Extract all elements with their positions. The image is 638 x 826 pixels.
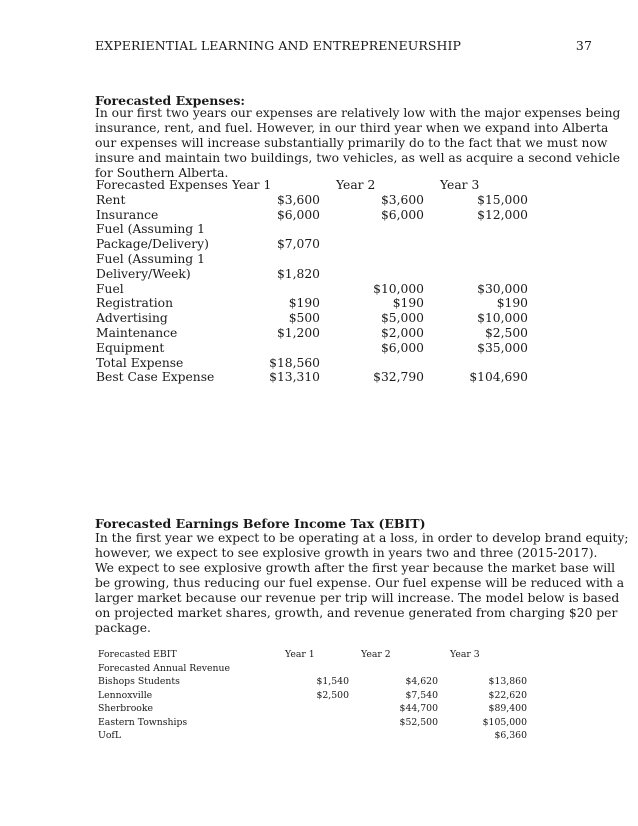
table-cell: [320, 356, 424, 371]
table-row: [96, 237, 528, 252]
table-cell: [320, 252, 424, 267]
table-cell: [285, 716, 349, 730]
table-cell: $3,600: [276, 192, 320, 207]
table-row: [98, 689, 527, 703]
expenses-header-row: [96, 178, 528, 193]
table-cell: [232, 341, 320, 356]
text-line: however, we expect to see explosive growth in years two and three (2015-2017).: [95, 546, 598, 560]
table-cell: $15,000: [477, 192, 528, 207]
table-cell: $6,000: [380, 207, 424, 222]
table-row: [96, 341, 528, 356]
table-cell: $1,820: [276, 266, 320, 281]
table-cell: [424, 222, 528, 237]
table-row: [96, 282, 528, 297]
text-line: on projected market shares, growth, and revenue generated from charging $20 per: [95, 606, 618, 620]
table-cell: $30,000: [477, 281, 528, 296]
row-label: Equipment: [96, 340, 165, 355]
ebit-paragraph: [95, 531, 629, 636]
table-row: [96, 311, 528, 326]
table-cell: $89,400: [488, 703, 527, 714]
table-cell: $190: [392, 296, 424, 311]
row-label: Lennoxville: [98, 689, 153, 701]
table-cell: $6,360: [494, 730, 527, 741]
text-line: larger market because our revenue per trip will increase. The model below is based: [95, 591, 620, 605]
ebit-header-row: [98, 648, 527, 662]
table-cell: $105,000: [482, 716, 527, 728]
text-line: package.: [95, 621, 151, 635]
table-cell: $44,700: [399, 703, 438, 714]
table-cell: [285, 662, 349, 676]
table-cell: [320, 267, 424, 282]
table-cell: $2,500: [316, 689, 349, 701]
table-cell: [285, 729, 349, 743]
table-cell: $7,070: [276, 237, 320, 252]
table-cell: $10,000: [373, 281, 424, 296]
row-label: Best Case Expense: [96, 370, 215, 385]
table-row: [98, 716, 527, 730]
row-label: Fuel (Assuming 1: [96, 251, 205, 266]
table-row: [98, 729, 527, 743]
table-cell: $104,690: [469, 370, 528, 385]
ebit-column-header: Year 2: [361, 649, 391, 660]
table-cell: $13,860: [488, 676, 527, 687]
table-row: [96, 193, 528, 208]
ebit-table: [98, 648, 527, 743]
table-cell: $1,200: [276, 325, 320, 340]
expenses-heading: Forecasted Expenses:: [95, 93, 246, 108]
table-cell: $1,540: [316, 676, 349, 687]
row-label: UofL: [98, 730, 122, 741]
expenses-column-header: Year 2: [336, 178, 376, 192]
table-cell: [424, 356, 528, 371]
table-row: [96, 267, 528, 282]
row-label: Forecasted Annual Revenue: [98, 662, 231, 674]
table-cell: [285, 702, 349, 716]
text-line: insurance, rent, and fuel. However, in our third year when we expand into Alberta: [95, 121, 609, 135]
text-line: In our first two years our expenses are relatively low with the major expenses being: [95, 106, 621, 120]
expenses-paragraph: [95, 106, 621, 181]
table-cell: $3,600: [380, 192, 424, 207]
text-line: for Southern Alberta.: [95, 166, 229, 180]
row-label: Advertising: [96, 311, 168, 326]
table-cell: $18,560: [269, 355, 320, 370]
ebit-heading: Forecasted Earnings Before Income Tax (EBIT): [95, 516, 426, 531]
row-label: Fuel (Assuming 1: [96, 222, 205, 237]
table-cell: [232, 252, 320, 267]
ebit-column-header: Year 1: [285, 649, 315, 660]
text-line: insure and maintain two buildings, two vehicles, as well as acquire a second vehicle: [95, 151, 620, 165]
table-row: [96, 296, 528, 311]
table-cell: $32,790: [373, 370, 424, 385]
ebit-column-header: Forecasted EBIT: [98, 649, 177, 660]
row-label: Registration: [96, 296, 173, 311]
table-cell: [424, 267, 528, 282]
table-cell: [438, 662, 527, 676]
table-row: [96, 356, 528, 371]
table-row: [96, 370, 528, 385]
table-cell: $52,500: [399, 716, 438, 728]
row-label: Maintenance: [96, 325, 178, 340]
table-cell: $13,310: [269, 370, 320, 385]
running-title: EXPERIENTIAL LEARNING AND ENTREPRENEURSHIP: [95, 38, 462, 53]
table-cell: [232, 222, 320, 237]
row-label: Sherbrooke: [98, 703, 154, 714]
table-cell: $500: [288, 311, 320, 326]
table-row: [96, 252, 528, 267]
table-row: [98, 662, 527, 676]
ebit-column-header: Year 3: [450, 649, 480, 660]
table-cell: $10,000: [477, 311, 528, 326]
table-cell: [424, 237, 528, 252]
expenses-table: [96, 178, 528, 385]
text-line: be growing, thus reducing our fuel expense. Our fuel expense will be reduced with a: [95, 576, 625, 590]
expenses-column-header: Forecasted Expenses: [96, 178, 228, 192]
expenses-column-header: Year 1: [232, 178, 272, 192]
text-line: We expect to see explosive growth after the first year because the market base will: [95, 561, 616, 575]
table-cell: $7,540: [405, 689, 438, 701]
table-cell: [349, 662, 438, 676]
table-cell: $2,500: [484, 325, 528, 340]
table-cell: $190: [496, 296, 528, 311]
row-label: Bishops Students: [98, 676, 180, 687]
table-cell: $4,620: [405, 676, 438, 687]
row-label: Fuel: [96, 281, 124, 296]
row-label: Eastern Townships: [98, 716, 188, 728]
table-row: [98, 675, 527, 689]
row-label: Total Expense: [96, 355, 184, 370]
table-cell: [349, 729, 438, 743]
table-cell: $6,000: [380, 340, 424, 355]
text-line: our expenses will increase substantially primarily do to the fact that we must now: [95, 136, 608, 150]
table-cell: [424, 252, 528, 267]
row-label: Package/Delivery): [96, 237, 209, 252]
table-cell: [320, 222, 424, 237]
table-row: [96, 326, 528, 341]
row-label: Rent: [96, 192, 126, 207]
table-cell: $12,000: [477, 207, 528, 222]
table-row: [96, 208, 528, 223]
table-cell: [320, 237, 424, 252]
table-row: [98, 702, 527, 716]
expenses-column-header: Year 3: [440, 178, 480, 192]
table-cell: $6,000: [276, 207, 320, 222]
text-line: In the first year we expect to be operating at a loss, in order to develop brand equity;: [95, 531, 629, 545]
table-cell: $5,000: [380, 311, 424, 326]
row-label: Insurance: [96, 207, 159, 222]
row-label: Delivery/Week): [96, 266, 191, 281]
page-number: 37: [575, 38, 592, 53]
table-cell: $35,000: [477, 340, 528, 355]
table-row: [96, 222, 528, 237]
table-cell: $2,000: [380, 325, 424, 340]
table-cell: [232, 282, 320, 297]
table-cell: $190: [288, 296, 320, 311]
table-cell: $22,620: [488, 689, 527, 701]
